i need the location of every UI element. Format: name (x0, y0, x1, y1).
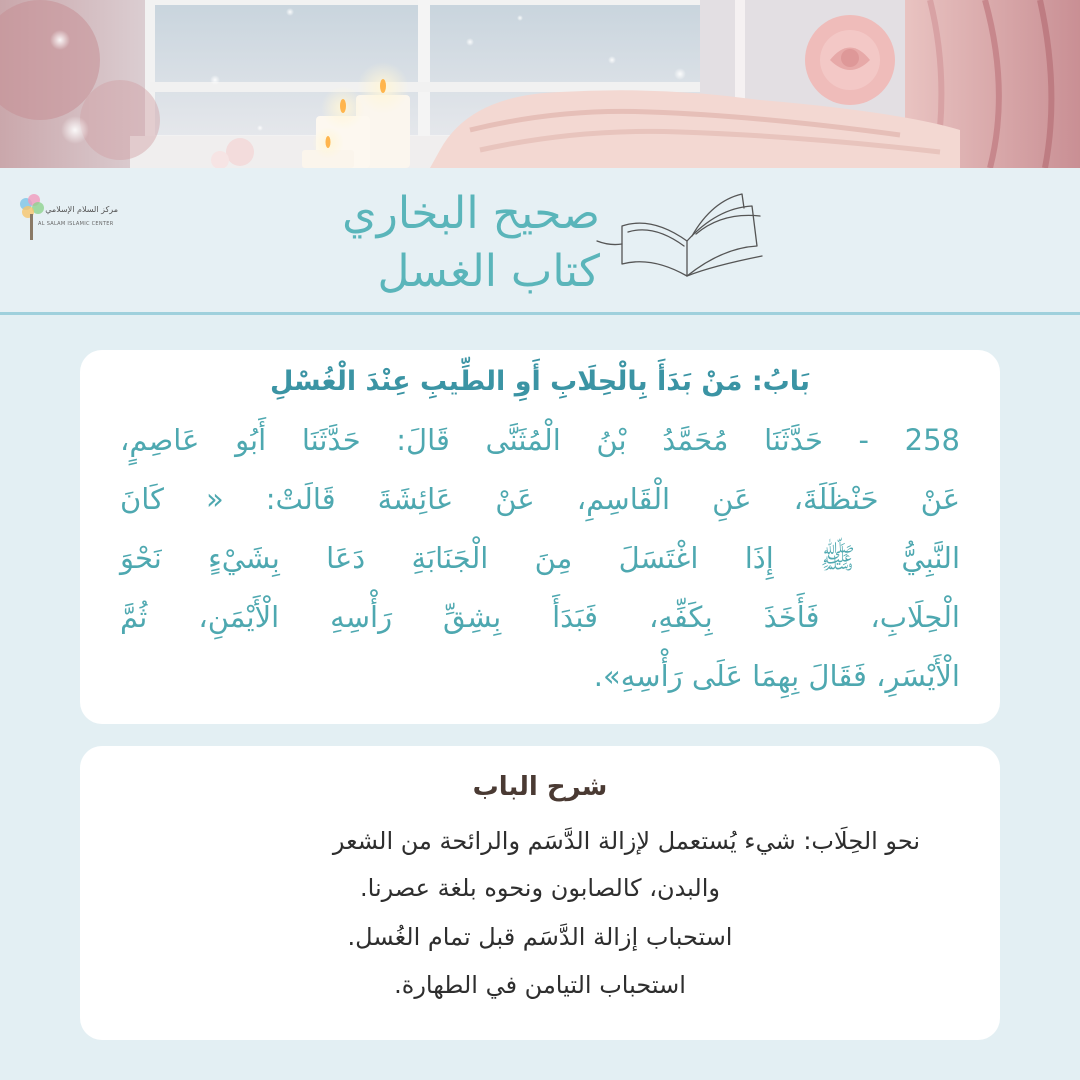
window-candles-illustration (0, 0, 1080, 168)
header-divider (0, 312, 1080, 315)
explanation-line: نحو الحِلَاب: شيء يُستعمل لإزالة الدَّسَم والرائحة من الشعر (332, 827, 920, 855)
hadith-line: عَنْ حَنْظَلَةَ، عَنِ الْقَاسِمِ، عَنْ عَائِشَةَ قَالَتْ: « كَانَ (120, 482, 960, 516)
hadith-line: النَّبِيُّ ﷺ إِذَا اغْتَسَلَ مِنَ الْجَنَابَةِ دَعَا بِشَيْءٍ نَحْوَ (120, 541, 960, 575)
hadith-line: الْحِلَابِ، فَأَخَذَ بِكَفِّهِ، فَبَدَأَ بِشِقِّ رَأْسِهِ الْأَيْمَنِ، ثُمَّ (120, 600, 960, 634)
logo-text-arabic: مركز السلام الإسلامي (45, 205, 118, 214)
open-book-icon (592, 186, 792, 286)
logo-text-english: AL SALAM ISLAMIC CENTER (38, 221, 114, 227)
hadith-line: الْأَيْسَرِ، فَقَالَ بِهِمَا عَلَى رَأْسِهِ». (593, 659, 960, 693)
chapter-book-title: كتاب الغسل (377, 246, 600, 297)
header-photo (0, 0, 1080, 168)
chapter-heading: بَابُ: مَنْ بَدَأَ بِالْحِلَابِ أَوِ الطِّيبِ عِنْدَ الْغُسْلِ (269, 366, 811, 397)
explanation-line: والبدن، كالصابون ونحوه بلغة عصرنا. (360, 874, 720, 902)
explanation-heading: شرح الباب (472, 772, 608, 802)
explanation-line: استحباب إزالة الدَّسَم قبل تمام الغُسل. (347, 923, 733, 951)
islamic-center-logo-icon (14, 190, 114, 250)
explanation-line: استحباب التيامن في الطهارة. (394, 971, 686, 999)
hadith-line: 258 - حَدَّثَنَا مُحَمَّدُ بْنُ الْمُثَنَّى قَالَ: حَدَّثَنَا أَبُو عَاصِمٍ، (120, 423, 960, 457)
book-title: صحيح البخاري (342, 188, 600, 239)
